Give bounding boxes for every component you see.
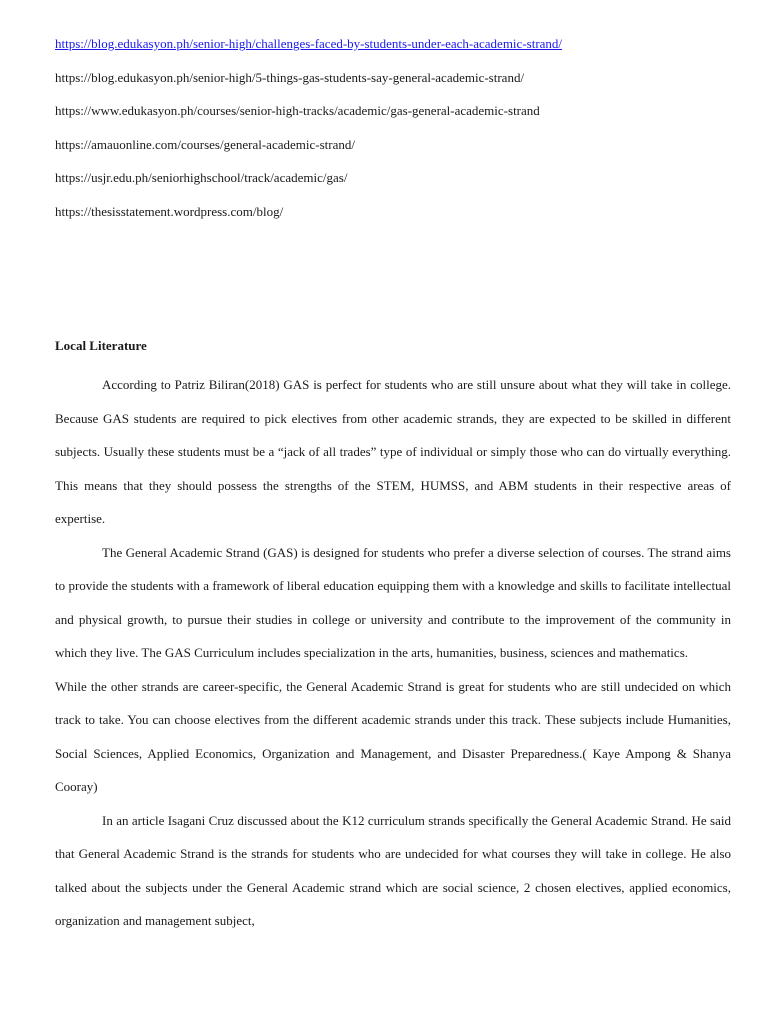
reference-item: https://amauonline.com/courses/general-academic-strand/ — [55, 136, 355, 152]
body-paragraph: According to Patriz Biliran(2018) GAS is perfect for students who are still unsure about what they will take in college. Because GAS students are required to pick electives from other academic strands, they are expected to be skilled in different subjects. Usually these students must be a “jack of all trades” type of individual or simply those who can do virtually everything. This means that they should possess the strengths of the STEM, HUMSS, and ABM students in their respective areas of expertise. — [55, 377, 731, 526]
body-paragraph: While the other strands are career-specific, the General Academic Strand is great for students who are still undecided on which track to take. You can choose electives from the different academic strands under this track. These subjects include Humanities, Social Sciences, Applied Economics, Organization and Management, and Disaster Preparedness.( Kaye Ampong & Shanya Cooray) — [55, 678, 731, 794]
reference-item: https://usjr.edu.ph/seniorhighschool/track/academic/gas/ — [55, 170, 348, 185]
reference-item: https://thesisstatement.wordpress.com/blog/ — [55, 203, 284, 219]
reference-item[interactable] — [55, 34, 735, 68]
reference-item: https://blog.edukasyon.ph/senior-high/5-things-gas-students-say-general-academic-strand/ — [55, 69, 525, 85]
reference-link[interactable]: https://blog.edukasyon.ph/senior-high/challenges-faced-by-students-under-each-academic-strand/ — [55, 36, 563, 51]
reference-item: https://www.edukasyon.ph/courses/senior-high-tracks/academic/gas-general-academic-strand — [55, 103, 540, 118]
local-literature-section — [55, 336, 731, 938]
section-heading: Local Literature — [55, 338, 147, 353]
body-paragraph: In an article Isagani Cruz discussed about the K12 curriculum strands specifically the General Academic Strand. He said that General Academic Strand is the strands for students who are undecided for what courses they will take in college. He also talked about the subjects under the General Academic strand which are social science, 2 chosen electives, applied economics, organization and management subject, — [55, 812, 731, 928]
reference-list — [55, 34, 735, 235]
body-paragraph: The General Academic Strand (GAS) is designed for students who prefer a diverse selection of courses. The strand aims to provide the students with a framework of liberal education equipping them with a knowledge and skills to facilitate intellectual and physical growth, to pursue their studies in college or university and contribute to the improvement of the community in which they live. The GAS Curriculum includes specialization in the arts, humanities, business, sciences and mathematics. — [55, 544, 731, 660]
